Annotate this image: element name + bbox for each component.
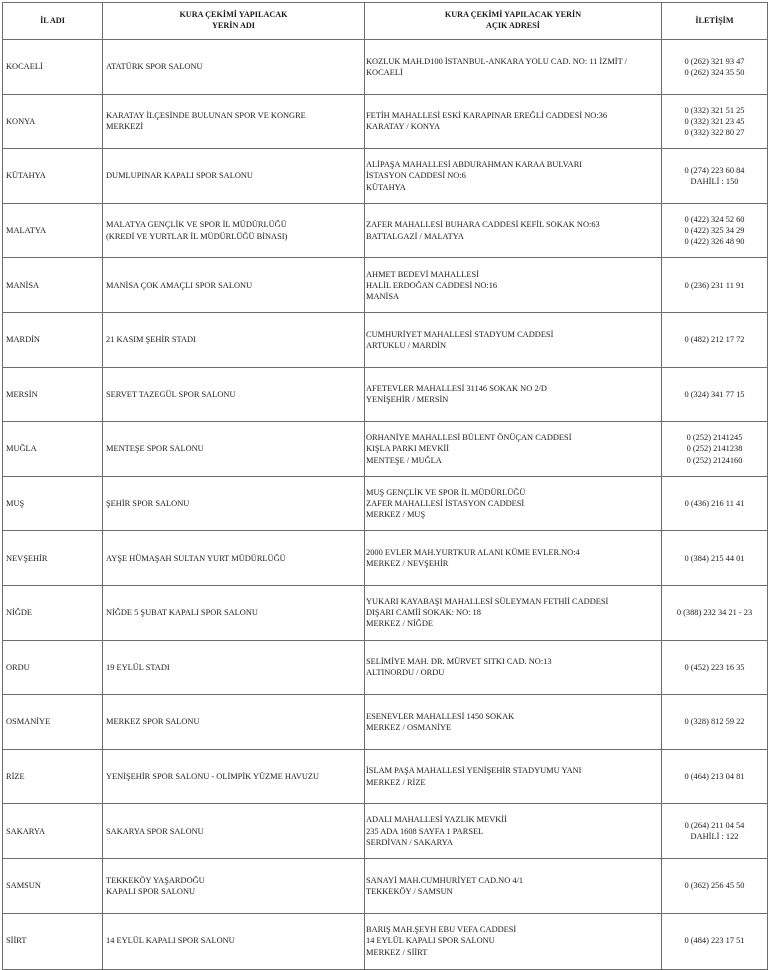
table-row	[3, 749, 768, 804]
province-cell: KOCAELİ	[3, 40, 103, 95]
province-cell: MANİSA	[3, 258, 103, 313]
contact-cell: 0 (484) 223 17 51	[662, 913, 768, 969]
table-row	[3, 913, 768, 969]
contact-cell: 0 (464) 213 04 81	[662, 749, 768, 804]
header-il-adi: İL ADI	[3, 3, 103, 40]
province-cell: KÜTAHYA	[3, 149, 103, 204]
table-row	[3, 695, 768, 750]
table-row	[3, 640, 768, 695]
table-row	[3, 531, 768, 586]
province-cell: MALATYA	[3, 203, 103, 258]
venue-name-cell: DUMLUPINAR KAPALI SPOR SALONU	[103, 149, 365, 204]
contact-cell: 0 (262) 321 93 47 0 (262) 324 35 50	[662, 40, 768, 95]
table-row	[3, 203, 768, 258]
address-cell: SELİMİYE MAH. DR. MÜRVET SITKI CAD. NO:13 ALTINORDU / ORDU	[365, 640, 662, 695]
address-cell: ORHANİYE MAHALLESİ BÜLENT ÖNÜÇAN CADDESİ KIŞLA PARKI MEVKİİ MENTEŞE / MUĞLA	[365, 422, 662, 477]
address-cell: İSLAM PAŞA MAHALLESİ YENİŞEHİR STADYUMU YANI MERKEZ / RİZE	[365, 749, 662, 804]
contact-cell: 0 (236) 231 11 91	[662, 258, 768, 313]
table-header-row	[3, 3, 768, 40]
venue-name-cell: YENİŞEHİR SPOR SALONU - OLİMPİK YÜZME HAVUZU	[103, 749, 365, 804]
address-cell: ALİPAŞA MAHALLESİ ABDURAHMAN KARAA BULVARI İSTASYON CADDESİ NO:6 KÜTAHYA	[365, 149, 662, 204]
venue-name-cell: MENTEŞE SPOR SALONU	[103, 422, 365, 477]
province-cell: NEVŞEHİR	[3, 531, 103, 586]
contact-cell: 0 (482) 212 17 72	[662, 312, 768, 367]
venue-table	[2, 2, 768, 970]
province-cell: MARDİN	[3, 312, 103, 367]
table-row	[3, 585, 768, 640]
contact-cell: 0 (264) 211 04 54 DAHİLİ : 122	[662, 804, 768, 859]
address-cell: SANAYİ MAH.CUMHURİYET CAD.NO 4/1 TEKKEKÖY / SAMSUN	[365, 858, 662, 913]
venue-name-cell: AYŞE HÜMAŞAH SULTAN YURT MÜDÜRLÜĞÜ	[103, 531, 365, 586]
table-row	[3, 804, 768, 859]
venue-name-cell: MALATYA GENÇLİK VE SPOR İL MÜDÜRLÜĞÜ (KREDİ VE YURTLAR İL MÜDÜRLÜĞÜ BİNASI)	[103, 203, 365, 258]
table-row	[3, 858, 768, 913]
province-cell: SİİRT	[3, 913, 103, 969]
contact-cell: 0 (384) 215 44 01	[662, 531, 768, 586]
venue-name-cell: MERKEZ SPOR SALONU	[103, 695, 365, 750]
address-cell: ADALI MAHALLESİ YAZLIK MEVKİİ 235 ADA 1608 SAYFA 1 PARSEL SERDİVAN / SAKARYA	[365, 804, 662, 859]
address-cell: ESENEVLER MAHALLESİ 1450 SOKAK MERKEZ / OSMANİYE	[365, 695, 662, 750]
address-cell: AFETEVLER MAHALLESİ 31146 SOKAK NO 2/D YENİŞEHİR / MERSİN	[365, 367, 662, 422]
venue-name-cell: 14 EYLÜL KAPALI SPOR SALONU	[103, 913, 365, 969]
venue-name-cell: ŞEHİR SPOR SALONU	[103, 476, 365, 531]
table-row	[3, 422, 768, 477]
contact-cell: 0 (452) 223 16 35	[662, 640, 768, 695]
venue-name-cell: TEKKEKÖY YAŞARDOĞU KAPALI SPOR SALONU	[103, 858, 365, 913]
contact-cell: 0 (332) 321 51 25 0 (332) 321 23 45 0 (332) 322 80 27	[662, 94, 768, 149]
venue-name-cell: 19 EYLÜL STADI	[103, 640, 365, 695]
province-cell: SAMSUN	[3, 858, 103, 913]
province-cell: SAKARYA	[3, 804, 103, 859]
address-cell: ZAFER MAHALLESİ BUHARA CADDESİ KEFİL SOKAK NO:63 BATTALGAZİ / MALATYA	[365, 203, 662, 258]
province-cell: RİZE	[3, 749, 103, 804]
venue-name-cell: NİĞDE 5 ŞUBAT KAPALI SPOR SALONU	[103, 585, 365, 640]
venue-name-cell: 21 KASIM ŞEHİR STADI	[103, 312, 365, 367]
table-row	[3, 312, 768, 367]
venue-name-cell: SERVET TAZEGÜL SPOR SALONU	[103, 367, 365, 422]
province-cell: OSMANİYE	[3, 695, 103, 750]
header-yer-adi: KURA ÇEKİMİ YAPILACAK YERİN ADI	[103, 3, 365, 40]
province-cell: MUĞLA	[3, 422, 103, 477]
address-cell: KOZLUK MAH.D100 İSTANBUL-ANKARA YOLU CAD. NO: 11 İZMİT / KOCAELİ	[365, 40, 662, 95]
province-cell: MERSİN	[3, 367, 103, 422]
header-iletisim: İLETİŞİM	[662, 3, 768, 40]
venue-name-cell: SAKARYA SPOR SALONU	[103, 804, 365, 859]
venue-name-cell: ATATÜRK SPOR SALONU	[103, 40, 365, 95]
address-cell: BARIŞ MAH.ŞEYH EBU VEFA CADDESİ 14 EYLÜL KAPALI SPOR SALONU MERKEZ / SİİRT	[365, 913, 662, 969]
table-row	[3, 149, 768, 204]
contact-cell: 0 (422) 324 52 60 0 (422) 325 34 29 0 (422) 326 48 90	[662, 203, 768, 258]
province-cell: NİĞDE	[3, 585, 103, 640]
province-cell: MUŞ	[3, 476, 103, 531]
province-cell: ORDU	[3, 640, 103, 695]
contact-cell: 0 (252) 2141245 0 (252) 2141238 0 (252) 2124160	[662, 422, 768, 477]
address-cell: YUKARI KAYABAŞI MAHALLESİ SÜLEYMAN FETHİİ CADDESİ DIŞARI CAMİİ SOKAK: NO: 18 MERKEZ / NİĞDE	[365, 585, 662, 640]
contact-cell: 0 (324) 341 77 15	[662, 367, 768, 422]
venue-name-cell: KARATAY İLÇESİNDE BULUNAN SPOR VE KONGRE MERKEZİ	[103, 94, 365, 149]
table-row	[3, 476, 768, 531]
header-acik-adres: KURA ÇEKİMİ YAPILACAK YERİN AÇIK ADRESİ	[365, 3, 662, 40]
address-cell: AHMET BEDEVİ MAHALLESİ HALİL ERDOĞAN CADDESİ NO:16 MANİSA	[365, 258, 662, 313]
table-row	[3, 367, 768, 422]
contact-cell: 0 (274) 223 60 84 DAHİLİ : 150	[662, 149, 768, 204]
province-cell: KONYA	[3, 94, 103, 149]
table-row	[3, 40, 768, 95]
table-row	[3, 94, 768, 149]
table-row	[3, 258, 768, 313]
contact-cell: 0 (362) 256 45 50	[662, 858, 768, 913]
address-cell: 2000 EVLER MAH.YURTKUR ALANI KÜME EVLER.NO:4 MERKEZ / NEVŞEHİR	[365, 531, 662, 586]
contact-cell: 0 (436) 216 11 41	[662, 476, 768, 531]
address-cell: FETİH MAHALLESİ ESKİ KARAPINAR EREĞLİ CADDESİ NO:36 KARATAY / KONYA	[365, 94, 662, 149]
address-cell: MUŞ GENÇLİK VE SPOR İL MÜDÜRLÜĞÜ ZAFER MAHALLESİ İSTASYON CADDESİ MERKEZ / MUŞ	[365, 476, 662, 531]
address-cell: CUMHURİYET MAHALLESİ STADYUM CADDESİ ARTUKLU / MARDİN	[365, 312, 662, 367]
contact-cell: 0 (328) 812 59 22	[662, 695, 768, 750]
contact-cell: 0 (388) 232 34 21 - 23	[662, 585, 768, 640]
venue-name-cell: MANİSA ÇOK AMAÇLI SPOR SALONU	[103, 258, 365, 313]
